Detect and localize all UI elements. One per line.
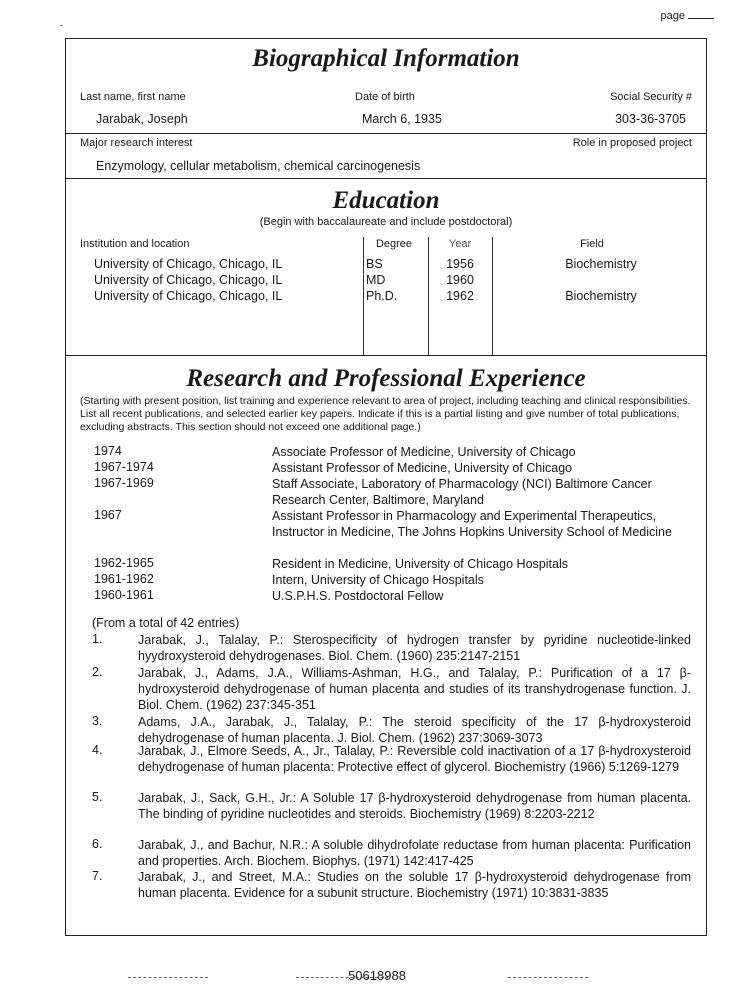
research-instructions: (Starting with present position, list training and experience relevant to area of project, including teaching and clinical responsibilities. List all recent publications, and selected earlier key papers. Indicate if this is a partial listing and give number of total publications, excluding abstracts. This section should not exceed one additional page.) — [80, 395, 691, 433]
education-title: Education — [332, 187, 440, 214]
ssn-value: 303-36-3705 — [615, 112, 686, 126]
edu-field: Biochemistry — [565, 289, 637, 303]
interest-value: Enzymology, cellular metabolism, chemical carcinogenesis — [96, 159, 421, 173]
edu-field: Biochemistry — [565, 257, 637, 271]
experience-years: 1967-1969 — [94, 476, 154, 490]
publication-citation: Jarabak, J., and Bachur, N.R.: A soluble dihydrofolate reductase from human placenta: Purification and properties. Arch. Biochem. Biophys. (1971) 142:417-425 — [138, 838, 691, 868]
dob-value: March 6, 1935 — [362, 112, 442, 126]
edu-year: 1960 — [446, 273, 474, 287]
document-id: 50618988 — [348, 968, 406, 983]
publication-citation: Jarabak, J., and Street, M.A.: Studies on the soluble 17 β-hydroxysteroid dehydrogenase from human placenta. Evidence for a subunit structure. Biochemistry (1971) 10:3831-3835 — [138, 870, 691, 900]
publication-citation: Jarabak, J., Sack, G.H., Jr.: A Soluble 17 β-hydroxysteroid dehydrogenase from human placenta. The binding of pyridine nucleotides and steroids. Biochemistry (1969) 8:2203-2212 — [138, 791, 691, 821]
divider — [66, 133, 706, 134]
edu-institution: University of Chicago, Chicago, IL — [94, 289, 283, 303]
interest-label: Major research interest — [80, 137, 193, 149]
edu-year: 1962 — [446, 289, 474, 303]
dob-label: Date of birth — [355, 91, 415, 103]
experience-position: Associate Professor of Medicine, University of Chicago — [272, 445, 576, 459]
role-label: Role in proposed project — [572, 137, 692, 149]
education-subtitle: (Begin with baccalaureate and include postdoctoral) — [259, 216, 513, 228]
experience-years: 1961-1962 — [94, 572, 154, 586]
divider — [66, 355, 706, 356]
biosketch-form — [65, 38, 707, 936]
edu-year: 1956 — [446, 257, 474, 271]
experience-position: Assistant Professor of Medicine, University of Chicago — [272, 461, 573, 475]
publication-number: 5. — [92, 790, 103, 804]
bio-title: Biographical Information — [252, 45, 520, 72]
column-divider — [492, 237, 493, 355]
experience-years: 1962-1965 — [94, 556, 154, 570]
experience-position: Assistant Professor in Pharmacology and Experimental Therapeutics, Instructor in Medicine, The Johns Hopkins University School of Medicine — [272, 509, 672, 539]
publication-citation: Jarabak, J., Talalay, P.: Sterospecificity of hydrogen transfer by pyridine nucleotide-linked hyydroxysteroid dehydrogenases. Biol. Chem. (1960) 235:2147-2151 — [138, 633, 691, 663]
experience-position: Staff Associate, Laboratory of Pharmacology (NCI) Baltimore Cancer Research Center, Baltimore, Maryland — [272, 477, 652, 507]
year-header: Year — [448, 238, 472, 250]
experience-years: 1974 — [94, 444, 122, 458]
edu-institution: University of Chicago, Chicago, IL — [94, 273, 283, 287]
experience-position: Intern, University of Chicago Hospitals — [272, 573, 484, 587]
experience-years: 1967 — [94, 508, 122, 522]
publication-citation: Adams, J.A., Jarabak, J., Talalay, P.: The steroid specificity of the 17 β-hydroxysteroid dehydrogenase of human placenta. J. Biol. Chem. (1962) 237:3069-3073 — [138, 715, 691, 745]
corner-mark: - — [60, 20, 63, 30]
experience-years: 1960-1961 — [94, 588, 154, 602]
field-header: Field — [580, 238, 604, 250]
degree-header: Degree — [375, 238, 413, 250]
publication-number: 3. — [92, 714, 103, 728]
divider — [66, 178, 706, 179]
experience-position: U.S.P.H.S. Postdoctoral Fellow — [272, 589, 444, 603]
publication-citation: Jarabak, J., Adams, J.A., Williams-Ashman, H.G., and Talalay, P.: Purification of a 17 β-hydroxysteroid dehydrogenase of human placenta and studies of its transhydrogenase function. J. Biol. Chem. (1962) 237:345-351 — [138, 666, 691, 712]
edu-degree: Ph.D. — [366, 289, 398, 303]
publication-number: 2. — [92, 665, 103, 679]
research-title: Research and Professional Experience — [186, 365, 586, 392]
experience-position: Resident in Medicine, University of Chicago Hospitals — [272, 557, 568, 571]
edu-degree: MD — [366, 273, 386, 287]
experience-years: 1967-1974 — [94, 460, 154, 474]
publication-number: 1. — [92, 632, 103, 646]
publication-number: 6. — [92, 837, 103, 851]
publication-number: 7. — [92, 869, 103, 883]
page-number-label: page — [661, 10, 714, 22]
edu-degree: BS — [366, 257, 383, 271]
publications-intro: (From a total of 42 entries) — [92, 616, 240, 630]
name-value: Jarabak, Joseph — [96, 112, 188, 126]
edu-institution: University of Chicago, Chicago, IL — [94, 257, 283, 271]
column-divider — [363, 237, 364, 355]
institution-header: Institution and location — [80, 238, 190, 250]
publication-number: 4. — [92, 743, 103, 757]
publication-citation: Jarabak, J., Elmore Seeds, A., Jr., Talalay, P.: Reversible cold inactivation of a 17 β-hydroxysteroid dehydrogenase of human placenta: Protective effect of glycerol. Biochemistry (1966) 5:1269-1279 — [138, 744, 691, 774]
name-label: Last name, first name — [80, 91, 186, 103]
ssn-label: Social Security # — [610, 91, 692, 103]
